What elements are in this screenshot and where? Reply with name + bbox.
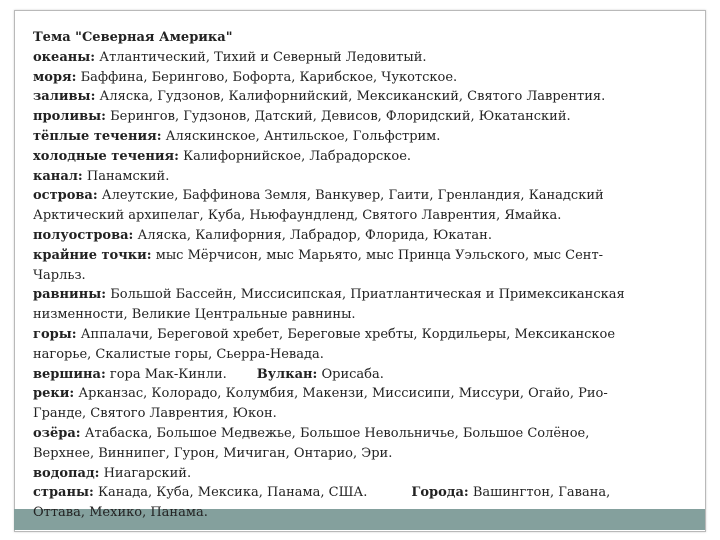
topic-text: Атабаска, Большое Медвежье, Большое Невольничье, Большое Солёное,	[80, 425, 590, 441]
topic-text: Берингов, Гудзонов, Датский, Девисов, Флоридский, Юкатанский.	[105, 109, 571, 125]
topic-text: Большой Бассейн, Миссисипская, Приатлантическая и Примексиканская	[106, 287, 625, 303]
topic-row	[33, 87, 688, 107]
peak-label: вершина:	[33, 366, 106, 382]
topic-row	[33, 464, 688, 484]
topic-label: озёра:	[33, 425, 81, 441]
topic-continuation: нагорье, Скалистые горы, Сьерра-Невада.	[33, 346, 324, 362]
topic-label: океаны:	[33, 49, 96, 65]
slide-content	[33, 28, 688, 523]
topic-text: Аппалачи, Береговой хребет, Береговые хребты, Кордильеры, Мексиканское	[76, 326, 616, 342]
topic-row	[33, 325, 688, 345]
topic-label: крайние точки:	[33, 247, 152, 263]
volcano-text: Орисаба.	[317, 366, 384, 382]
topic-row	[33, 226, 688, 246]
topic-row	[33, 384, 688, 404]
topic-label: моря:	[33, 69, 77, 85]
topic-label: проливы:	[33, 109, 106, 125]
topic-continuation: Гранде, Святого Лаврентия, Юкон.	[33, 406, 277, 422]
topic-continuation: Арктический архипелаг, Куба, Ньюфаундленд, Святого Лаврентия, Ямайка.	[33, 208, 562, 224]
topic-continuation: Чарльз.	[33, 267, 86, 283]
countries-text: Канада, Куба, Мексика, Панама, США.	[93, 485, 368, 501]
topic-row	[33, 246, 688, 266]
peak-text: гора Мак-Кинли.	[105, 366, 227, 382]
topic-row	[33, 127, 688, 147]
slide-title: Тема "Северная Америка"	[33, 30, 233, 45]
topic-row	[33, 424, 688, 444]
topic-continuation: низменности, Великие Центральные равнины.	[33, 307, 356, 323]
topic-row	[33, 285, 688, 305]
topic-row	[33, 107, 688, 127]
topic-text: Атлантический, Тихий и Северный Ледовитый.	[95, 49, 427, 65]
topic-text: Баффина, Берингово, Бофорта, Карибское, Чукотское.	[76, 69, 458, 85]
topic-label: равнины:	[33, 287, 107, 303]
topic-text: Калифорнийское, Лабрадорское.	[178, 148, 412, 164]
topic-text: Панамский.	[82, 168, 170, 184]
topic-text: Аляска, Гудзонов, Калифорнийский, Мексиканский, Святого Лаврентия.	[95, 89, 606, 105]
topic-label: горы:	[33, 326, 77, 342]
topic-text: Алеутские, Баффинова Земля, Ванкувер, Гаити, Гренландия, Канадский	[97, 188, 604, 204]
topic-text: Ниагарский.	[99, 465, 192, 481]
topic-continuation: Верхнее, Виннипег, Гурон, Мичиган, Онтарио, Эри.	[33, 445, 393, 461]
countries-line	[33, 483, 688, 503]
peak-line	[33, 365, 688, 385]
topic-text: Аляска, Калифорния, Лабрадор, Флорида, Юкатан.	[133, 227, 492, 243]
topic-label: реки:	[33, 386, 75, 402]
volcano-label: Вулкан:	[256, 366, 318, 382]
topic-label: тёплые течения:	[33, 128, 162, 144]
topic-row	[33, 186, 688, 206]
topic-label: заливы:	[33, 89, 96, 105]
topic-label: канал:	[33, 168, 83, 184]
topic-list	[33, 48, 688, 365]
topic-text: Аляскинское, Антильское, Гольфстрим.	[161, 128, 441, 144]
topic-row	[33, 48, 688, 68]
topic-label: водопад:	[33, 465, 100, 481]
cities-continuation: Оттава, Мехико, Панама.	[33, 505, 208, 521]
cities-text: Вашингтон, Гавана,	[468, 485, 611, 501]
topic-list-2	[33, 384, 688, 483]
topic-label: острова:	[33, 188, 98, 204]
topic-row	[33, 68, 688, 88]
topic-row	[33, 167, 688, 187]
countries-label: страны:	[33, 485, 94, 501]
topic-text: мыс Мёрчисон, мыс Марьято, мыс Принца Уэльского, мыс Сент-	[151, 247, 604, 263]
cities-label: Города:	[411, 485, 469, 501]
topic-row	[33, 147, 688, 167]
topic-label: холодные течения:	[33, 148, 179, 164]
topic-text: Арканзас, Колорадо, Колумбия, Макензи, Миссисипи, Миссури, Огайо, Рио-	[74, 386, 608, 402]
topic-label: полуострова:	[33, 227, 134, 243]
